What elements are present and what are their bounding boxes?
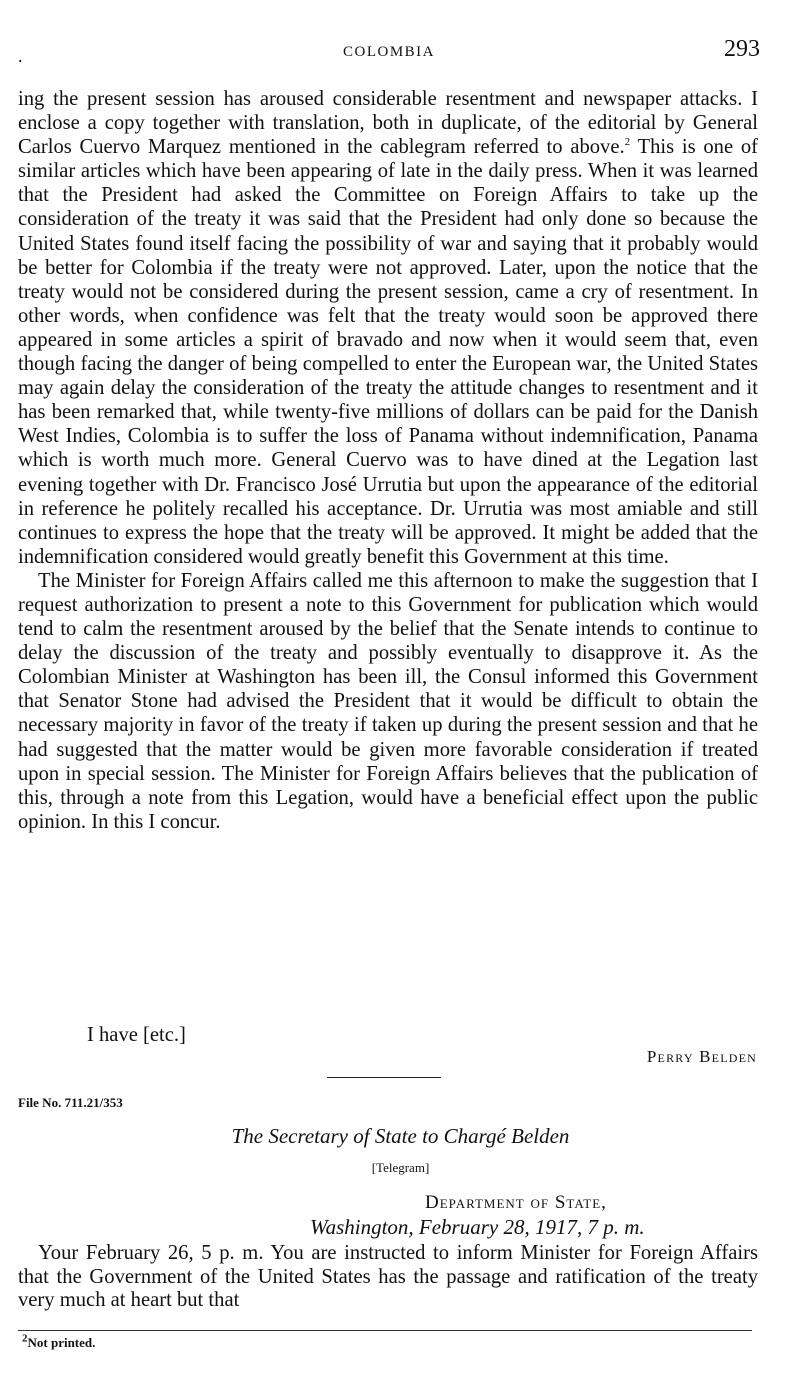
signature: Perry Belden: [646, 1047, 757, 1066]
file-number: File No. 711.21/353: [18, 1095, 123, 1110]
paragraph-2: The Minister for Foreign Affairs called me this afternoon to make the suggestion that I request authorization to present a note to this Government for publication which would tend to calm the resentment aroused by the belief that the Senate intends to continue to delay the discussion of the treaty and possibly eventually to disapprove it. As the Colombian Minister at Washington has been ill, the Consul informed this Government that Senator Stone had advised the President that it would be difficult to obtain the necessary majority in favor of the treaty if taken up during the present session and that he had suggested that the matter would be given more favorable consideration if treated upon in special session. The Minister for Foreign Affairs believes that the publication of this, through a note from this Legation, would have a beneficial effect upon the public opinion. In this I concur.: [18, 569, 758, 833]
footnote-mark: 2: [22, 1332, 28, 1345]
paragraph-1-part-2: This is one of similar articles which have been appearing of late in the daily press. When it was learned that the President had asked the Committee on Foreign Affairs to take up the consideration of the treaty it was said that the President had only done so because the United States found itself facing the possibility of war and saying that it probably would be better for Colombia if the treaty were not approved. Later, upon the notice that the treaty would not be considered during the present session, came a cry of resentment. In other words, when confidence was felt that the treaty would soon be approved there appeared in some articles a spirit of bravado and now when it would seem that, even though facing the danger of being compelled to enter the European war, the United States may again delay the consideration of the treaty the attitude changes to resentment and it has been remarked that, while twenty-five millions of dollars can be paid for the Danish West Indies, Colombia is to suffer the loss of Panama without indemnification, Panama which is worth much more. General Cuervo was to have dined at the Legation last evening together with Dr. Francisco José Urrutia but upon the appearance of the editorial in reference he politely recalled his acceptance. Dr. Urrutia was most amiable and still continues to express the hope that the treaty will be approved. It might be added that the indemnification considered would greatly benefit this Government at this time.: [18, 136, 758, 568]
footnote-reference: 2: [624, 136, 631, 149]
running-title: COLOMBIA: [342, 44, 435, 60]
header-marker: .: [18, 46, 23, 66]
document-type: [Telegram]: [371, 1160, 430, 1175]
telegram-paragraph: Your February 26, 5 p. m. You are instructed to inform Minister for Foreign Affairs that the Government of the United States has the passage and ratification of the treaty very much at heart but that: [18, 1242, 758, 1312]
letter-body: [18, 87, 758, 834]
paragraph-1: [18, 87, 758, 569]
section-divider: [327, 1077, 441, 1078]
page-header: [18, 36, 760, 66]
document-title: The Secretary of State to Chargé Belden: [231, 1124, 570, 1148]
dateline: Washington, February 28, 1917, 7 p. m.: [310, 1215, 645, 1239]
closing-line: I have [etc.]: [87, 1024, 186, 1046]
telegram-body: [18, 1242, 758, 1313]
footnote-divider: [18, 1330, 752, 1331]
department-heading: Department of State,: [425, 1192, 607, 1213]
footnote: [22, 1332, 96, 1351]
footnote-text: Not printed.: [27, 1335, 96, 1350]
page-number: 293: [724, 36, 760, 62]
paragraph-1-part-1: ing the present session has aroused considerable resentment and newspaper attacks. I enclose a copy together with translation, both in duplicate, of the editorial by General Carlos Cuervo Marquez mentioned in the cablegram referred to above.: [18, 88, 758, 159]
